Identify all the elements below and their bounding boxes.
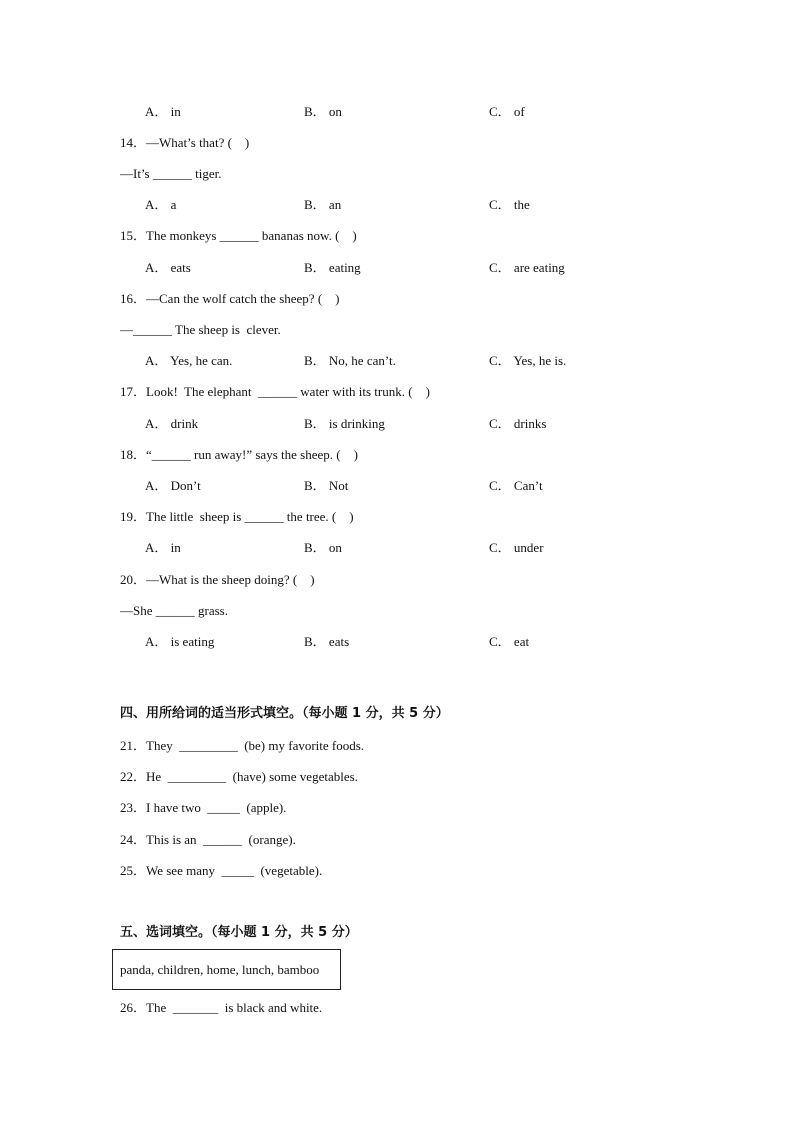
q20-option-a: A． is eating [145,634,215,649]
q15-option-a: A． eats [145,260,191,275]
q14-option-c: C． the [489,197,530,212]
q19-option-a: A． in [145,540,181,555]
q16-option-c: C． Yes, he is. [489,353,567,368]
q25-item: 25．We see many _____ (vegetable). [120,863,323,878]
q13-option-c: C． of [489,104,525,119]
q15-stem: 15．The monkeys ______ bananas now. ( ) [120,228,357,243]
q16-option-b: B． No, he can’t. [304,353,396,368]
q26-item: 26．The _______ is black and white. [120,1000,323,1015]
q18-option-a: A． Don’t [145,478,201,493]
q20-option-b: B． eats [304,634,350,649]
q22-item: 22．He _________ (have) some vegetables. [120,769,358,784]
q13-option-a: A． in [145,104,181,119]
section5-heading: 五、选词填空。（每小题 1 分，共 5 分） [120,925,358,940]
q15-option-b: B． eating [304,260,361,275]
q17-option-a: A． drink [145,416,199,431]
q19-option-b: B． on [304,540,342,555]
q20-line2: —She ______ grass. [120,603,228,618]
q14-option-b: B． an [304,197,342,212]
section4-heading: 四、用所给词的适当形式填空。（每小题 1 分，共 5 分） [120,706,449,721]
q13-option-b: B． on [304,104,342,119]
q21-item: 21．They _________ (be) my favorite foods. [120,738,365,753]
q23-item: 23．I have two _____ (apple). [120,800,287,815]
q14-stem: 14．—What’s that? ( ) [120,135,250,150]
q16-option-a: A． Yes, he can. [145,353,233,368]
q15-option-c: C． are eating [489,260,565,275]
q18-option-c: C． Can’t [489,478,543,493]
q17-option-c: C． drinks [489,416,547,431]
q17-stem: 17．Look! The elephant ______ water with its trunk. ( ) [120,384,430,399]
q14-option-a: A． a [145,197,177,212]
word-bank-box [112,949,341,990]
q17-option-b: B． is drinking [304,416,385,431]
q18-stem: 18．“______ run away!” says the sheep. ( ) [120,447,358,462]
q20-option-c: C． eat [489,634,530,649]
q24-item: 24．This is an ______ (orange). [120,832,296,847]
q19-stem: 19．The little sheep is ______ the tree. ( ) [120,509,354,524]
q14-line2: —It’s ______ tiger. [120,166,222,181]
q18-option-b: B． Not [304,478,349,493]
q16-stem: 16．—Can the wolf catch the sheep? ( ) [120,291,340,306]
word-bank-text: panda, children, home, lunch, bamboo [120,962,320,977]
q19-option-c: C． under [489,540,544,555]
q20-stem: 20．—What is the sheep doing? ( ) [120,572,315,587]
q16-line2: —______ The sheep is clever. [120,322,281,337]
